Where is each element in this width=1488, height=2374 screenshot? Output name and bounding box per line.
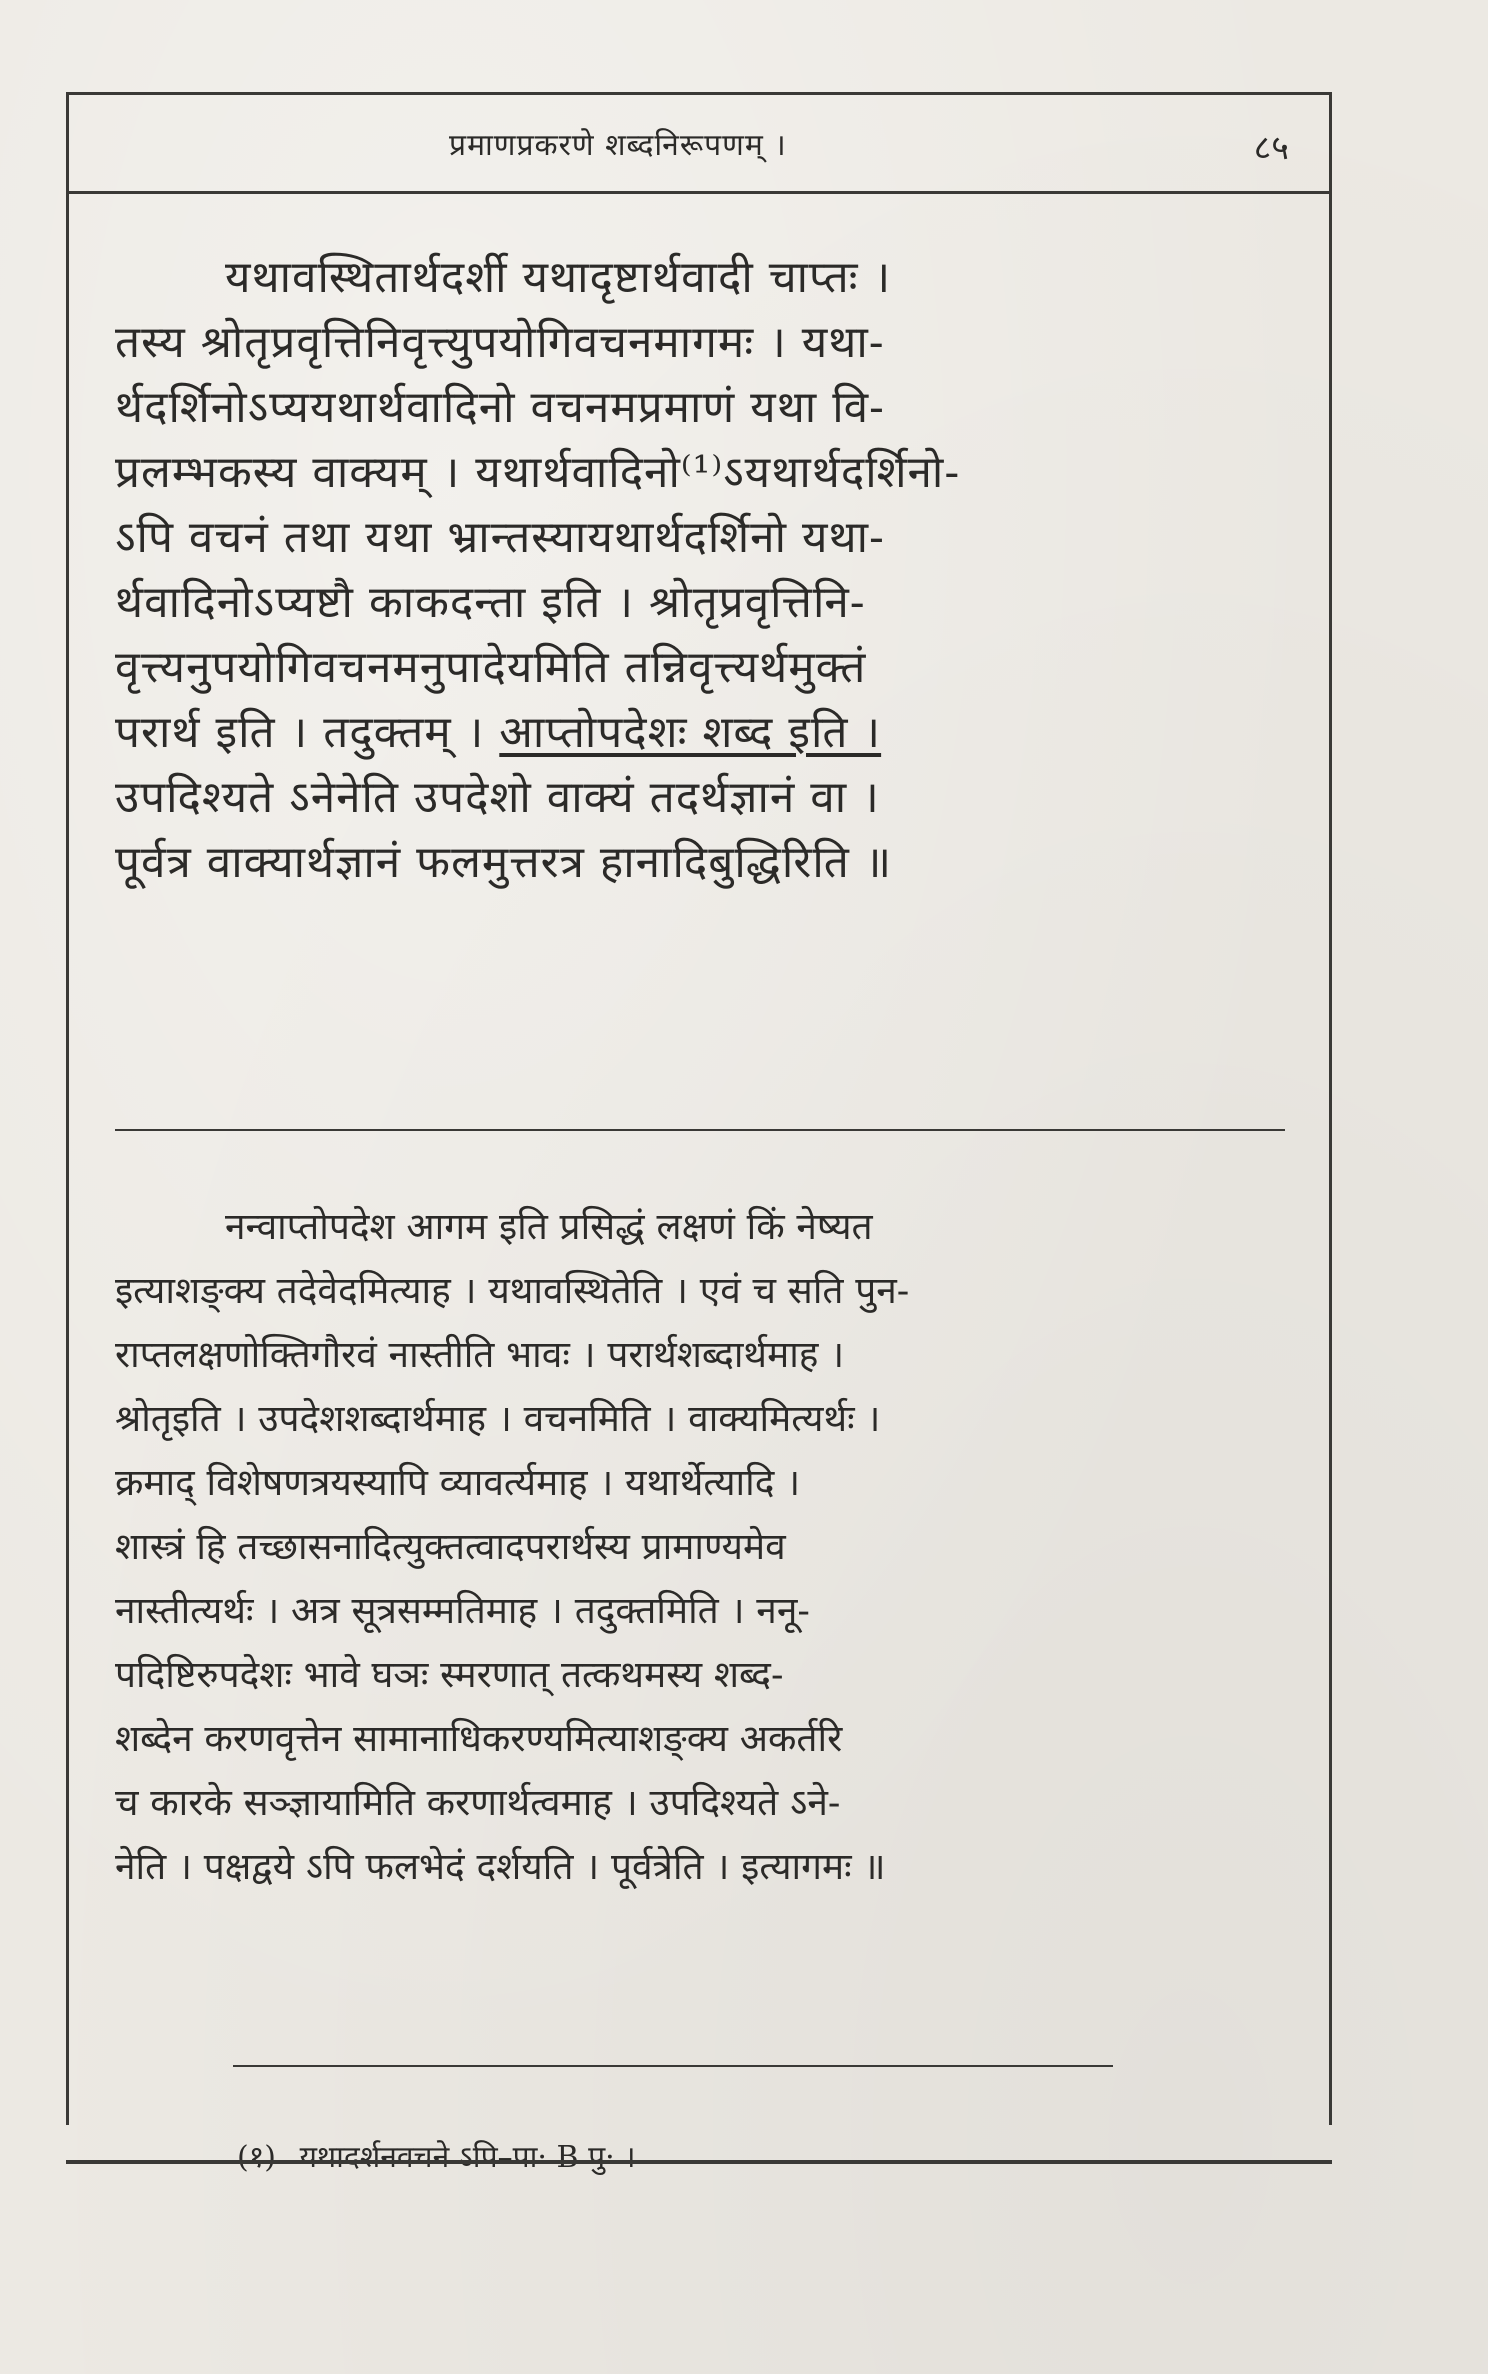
quoted-sutra: आप्तोपदेशः शब्द इति । <box>499 707 882 758</box>
main-line: उपदिश्यते ऽनेनेति उपदेशो वाक्यं तदर्थज्ञानं वा । <box>115 772 880 823</box>
commentary-line: इत्याशङ्क्य तदेवेदमित्याह । यथावस्थितेति । एवं च सति पुन- <box>115 1269 910 1312</box>
commentary-line: नेति । पक्षद्वये ऽपि फलभेदं दर्शयति । पूर्वत्रेति । इत्यागमः ॥ <box>115 1845 886 1888</box>
commentary-line: राप्तलक्षणोक्तिगौरवं नास्तीति भावः । परार्थशब्दार्थमाह । <box>115 1333 845 1376</box>
main-line-text: परार्थ इति । तदुक्तम् । <box>115 707 485 758</box>
footnote-marker: (१) <box>237 2140 277 2175</box>
page-frame <box>66 92 1332 2175</box>
commentary-line: शास्त्रं हि तच्छासनादित्युक्तत्वादपरार्थस्य प्रामाण्यमेव <box>115 1525 786 1568</box>
header-rule <box>69 191 1329 194</box>
main-text <box>115 245 1285 895</box>
commentary-line: नास्तीत्यर्थः । अत्र सूत्रसम्मतिमाह । तदुक्तमिति । ननू- <box>115 1589 810 1632</box>
page-number: ८५ <box>1253 128 1289 168</box>
main-line: र्थदर्शिनोऽप्ययथार्थवादिनो वचनमप्रमाणं यथा वि- <box>115 382 885 433</box>
main-line: वृत्त्यनुपयोगिवचनमनुपादेयमिति तन्निवृत्त्यर्थमुक्तं <box>115 642 867 693</box>
main-line: प्रलम्भकस्य वाक्यम् । यथार्थवादिनो⁽¹⁾ऽयथार्थदर्शिनो- <box>115 447 961 498</box>
running-title: प्रमाणप्रकरणे शब्दनिरूपणम् । <box>449 128 787 163</box>
commentary-line: पदिष्टिरुपदेशः भावे घञः स्मरणात् तत्कथमस्य शब्द- <box>115 1653 784 1696</box>
commentary-line: शब्देन करणवृत्तेन सामानाधिकरण्यमित्याशङ्क्य अकर्तरि <box>115 1717 843 1760</box>
footnote-rule <box>233 2065 1113 2067</box>
main-line-with-quote <box>115 700 1285 765</box>
main-line: पूर्वत्र वाक्यार्थज्ञानं फलमुत्तरत्र हानादिबुद्धिरिति ॥ <box>115 837 893 888</box>
section-divider <box>115 1129 1285 1131</box>
main-line: र्थवादिनोऽप्यष्टौ काकदन्ता इति । श्रोतृप्रवृत्तिनि- <box>115 577 866 628</box>
main-line: तस्य श्रोतृप्रवृत्तिनिवृत्त्युपयोगिवचनमागमः । यथा- <box>115 317 885 368</box>
commentary-line: श्रोतृइति । उपदेशशब्दार्थमाह । वचनमिति । वाक्यमित्यर्थः । <box>115 1397 881 1440</box>
main-line: यथावस्थितार्थदर्शी यथादृष्टार्थवादी चाप्तः । <box>225 252 892 303</box>
running-head <box>69 123 1329 173</box>
page-frame-bottom-rule <box>66 2160 1332 2164</box>
footnote-text: यथादर्शनवचने ऽपि–पा· B पु· । <box>299 2140 636 2175</box>
commentary-line: च कारके सञ्ज्ञायामिति करणार्थत्वमाह । उपदिश्यते ऽने- <box>115 1781 841 1824</box>
footnote <box>237 2135 636 2176</box>
main-line: ऽपि वचनं तथा यथा भ्रान्तस्यायथार्थदर्शिनो यथा- <box>115 512 885 563</box>
commentary-line: क्रमाद् विशेषणत्रयस्यापि व्यावर्त्यमाह । यथार्थेत्यादि । <box>115 1461 801 1504</box>
commentary <box>115 1195 1285 1899</box>
commentary-line: नन्वाप्तोपदेश आगम इति प्रसिद्धं लक्षणं किं नेष्यत <box>225 1205 873 1248</box>
